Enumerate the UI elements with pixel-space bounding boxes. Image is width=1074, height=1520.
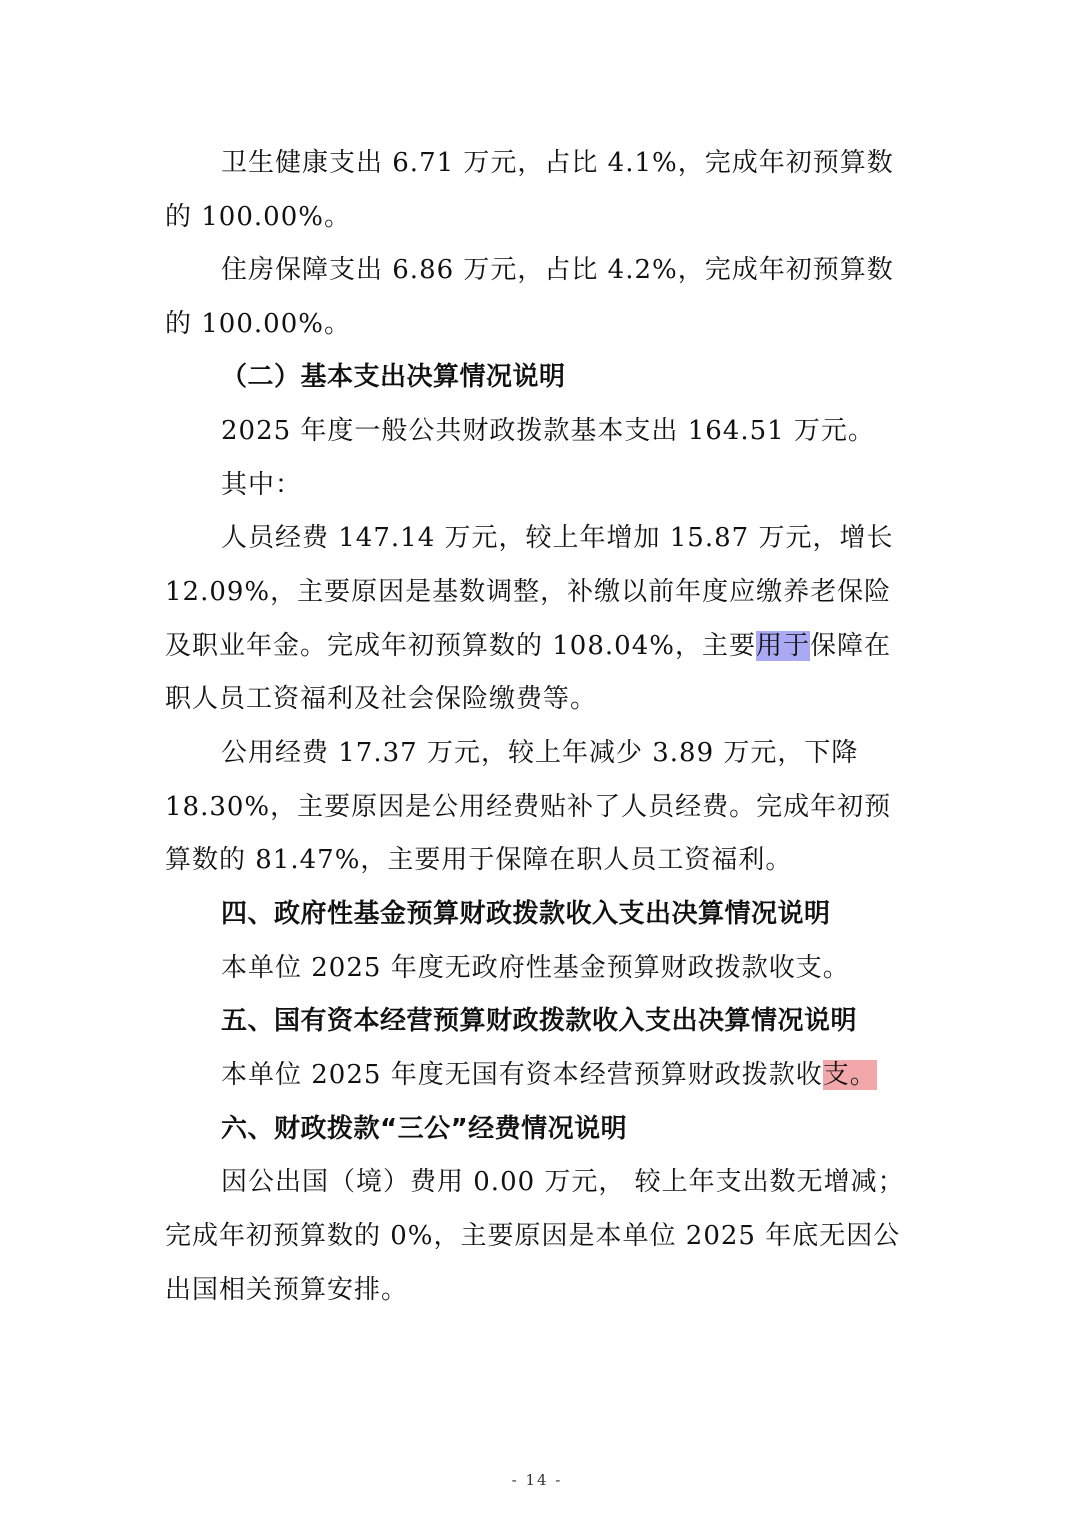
section-heading-three-public: 六、财政拨款“三公”经费情况说明 [221, 1114, 628, 1144]
state-capital-text-main: 本单位 2025 年度无国有资本经营预算财政拨款收 [221, 1060, 823, 1090]
housing-paragraph-line-2: 的 100.00%。 [165, 309, 351, 339]
highlight-pink: 支。 [822, 1060, 877, 1090]
three-public-line-1: 因公出国（境）费用 0.00 万元， 较上年支出数无增减； [221, 1167, 905, 1197]
health-paragraph-line-1: 卫生健康支出 6.71 万元，占比 4.1%，完成年初预算数 [221, 148, 894, 178]
section-heading-state-capital: 五、国有资本经营预算财政拨款收入支出决算情况说明 [221, 1006, 858, 1036]
personnel-line-3-text-end: 保障在 [809, 631, 891, 661]
among-label: 其中： [221, 470, 303, 500]
personnel-paragraph-line-3 [165, 627, 891, 665]
state-capital-text [221, 1056, 877, 1094]
section-heading-government-fund: 四、政府性基金预算财政拨款收入支出决算情况说明 [221, 899, 831, 929]
personnel-paragraph-line-1: 人员经费 147.14 万元，较上年增加 15.87 万元，增长 [221, 523, 894, 553]
housing-paragraph-line-1: 住房保障支出 6.86 万元，占比 4.2%，完成年初预算数 [221, 255, 894, 285]
public-paragraph-line-3: 算数的 81.47%，主要用于保障在职人员工资福利。 [165, 845, 793, 875]
personnel-paragraph-line-4: 职人员工资福利及社会保险缴费等。 [165, 684, 598, 714]
personnel-paragraph-line-2: 12.09%，主要原因是基数调整，补缴以前年度应缴养老保险 [165, 577, 892, 607]
public-paragraph-line-2: 18.30%，主要原因是公用经费贴补了人员经费。完成年初预 [165, 792, 892, 822]
page-number: - 14 - [511, 1471, 563, 1489]
highlight-blue: 用于 [755, 631, 810, 661]
government-fund-text: 本单位 2025 年度无政府性基金预算财政拨款收支。 [221, 953, 850, 983]
personnel-line-3-text: 及职业年金。完成年初预算数的 108.04%，主要 [165, 631, 756, 661]
three-public-line-3: 出国相关预算安排。 [165, 1275, 409, 1305]
section-heading-basic-expenditure: （二）基本支出决算情况说明 [221, 362, 566, 392]
health-paragraph-line-2: 的 100.00%。 [165, 202, 351, 232]
public-paragraph-line-1: 公用经费 17.37 万元，较上年减少 3.89 万元，下降 [221, 738, 859, 768]
three-public-line-2: 完成年初预算数的 0%，主要原因是本单位 2025 年底无因公 [165, 1221, 901, 1251]
basic-expenditure-total: 2025 年度一般公共财政拨款基本支出 164.51 万元。 [221, 416, 875, 446]
